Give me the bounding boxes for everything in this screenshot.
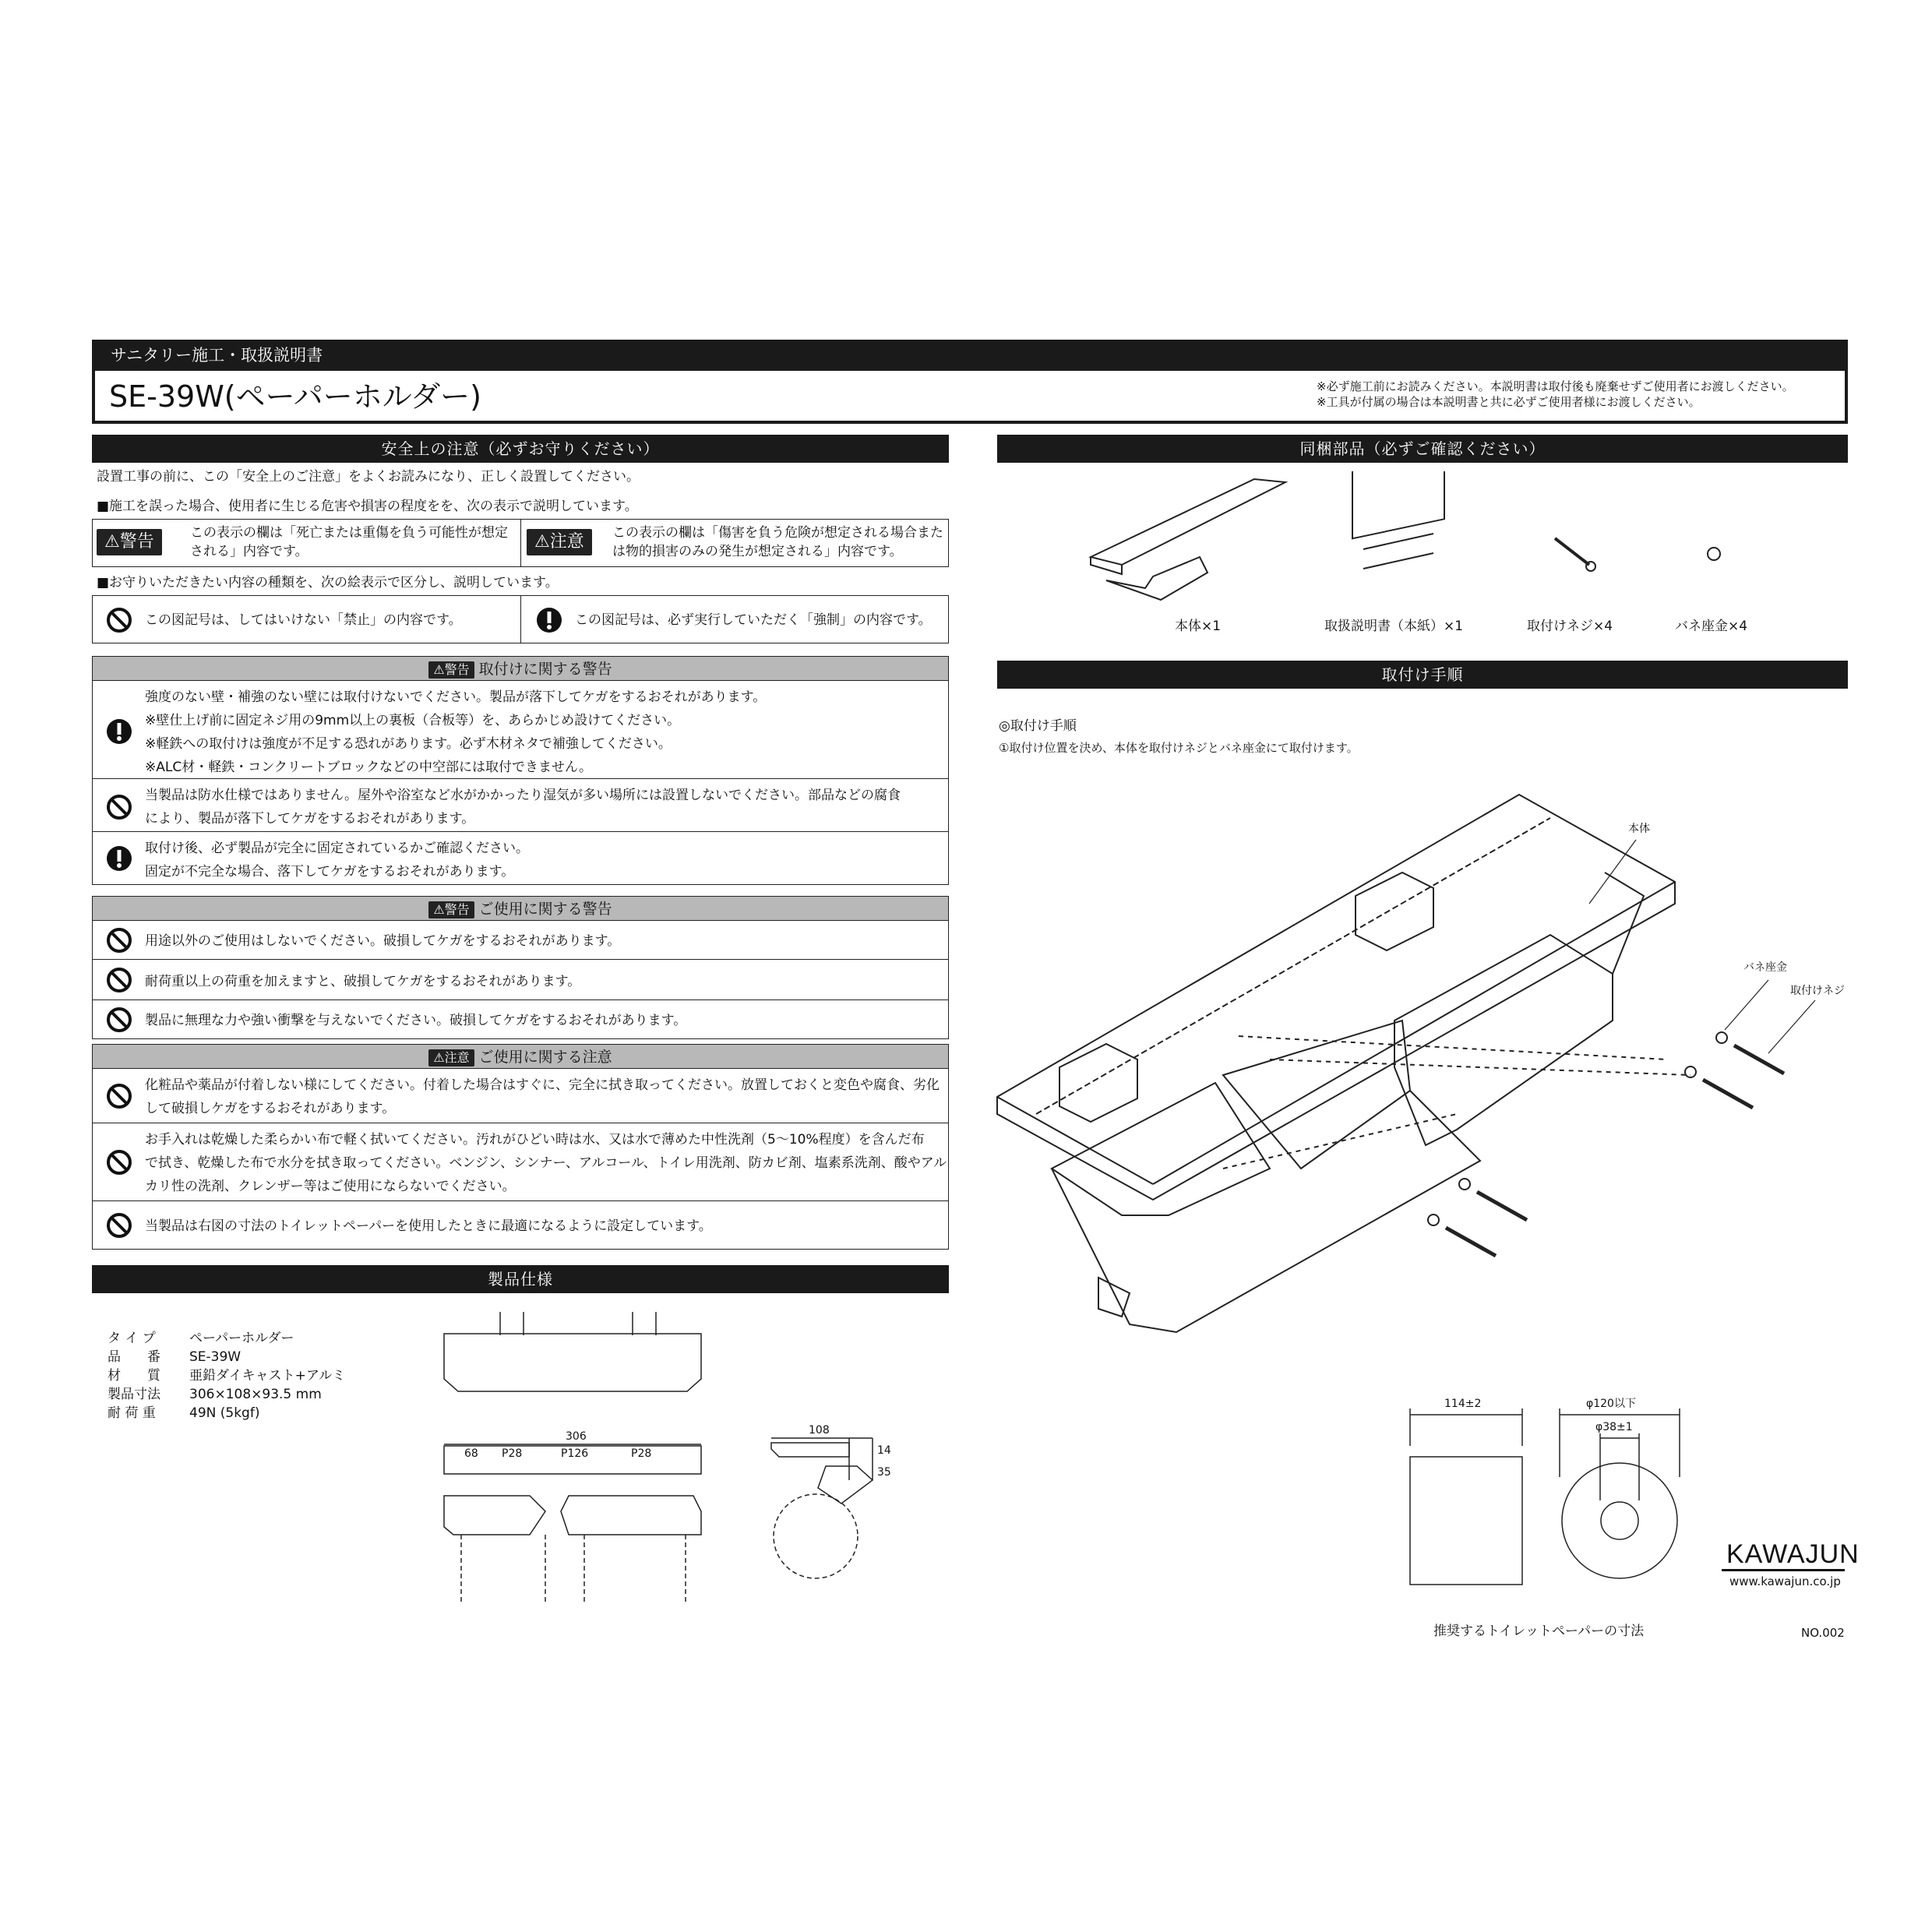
mandatory-icon bbox=[106, 718, 132, 745]
use-caution-2: お手入れは乾燥した柔らかい布で軽く拭いてください。汚れがひどい時は水、又は水で薄めた中性洗剤（5〜10%程度）を含んだ布 で拭き、乾燥した布で水分を拭き取ってください。ベンジン、シンナー、アルコール、トイレ用洗剤、防カビ剤、塩素系洗剤、酸やアル カリ性の洗剤、クレンザー等はご使用にならないでください。 bbox=[145, 1132, 947, 1194]
spec-table bbox=[108, 1329, 345, 1423]
dim-14: 14 bbox=[877, 1444, 891, 1457]
header-note-2: ※工具が付属の場合は本説明書と共に必ずご使用者様にお渡しください。 bbox=[1317, 395, 1701, 409]
prohibit-icon bbox=[106, 607, 132, 633]
spec-row: 材 質 亜鉛ダイキャスト+アルミ bbox=[108, 1368, 346, 1384]
dim-p28a: P28 bbox=[502, 1447, 523, 1460]
parts-title: 同梱部品（必ずご確認ください） bbox=[1299, 439, 1546, 458]
procedure-heading: ◎取付け手順 bbox=[999, 718, 1077, 734]
prohibit-text: この図記号は、してはいけない「禁止」の内容です。 bbox=[145, 612, 462, 628]
mandatory-text: この図記号は、必ず実行していただく「強制」の内容です。 bbox=[575, 612, 932, 628]
brand-logo: KAWAJUN bbox=[1726, 1539, 1860, 1569]
procedure-title-bar bbox=[997, 661, 1848, 689]
warning-badge: ⚠警告 bbox=[97, 529, 162, 555]
spec-title-bar bbox=[92, 1265, 949, 1293]
safety-explain: ■施工を誤った場合、使用者に生じる危害や損害の程度をを、次の表示で説明しています。 bbox=[97, 499, 638, 514]
installation-diagram bbox=[989, 779, 1854, 1371]
mandatory-icon bbox=[536, 607, 562, 633]
use-caution-header bbox=[92, 1044, 949, 1069]
part-screw: 取付けネジ×4 bbox=[1527, 619, 1613, 634]
use-warning-2: 耐荷重以上の荷重を加えますと、破損してケガをするおそれがあります。 bbox=[145, 974, 581, 989]
use-warning-3: 製品に無理な力や強い衝撃を与えないでください。破損してケガをするおそれがあります。 bbox=[145, 1013, 687, 1028]
brand-underline bbox=[1722, 1569, 1845, 1571]
spec-row: タ イ プ ペーパーホルダー bbox=[108, 1331, 294, 1346]
safety-title-bar bbox=[92, 435, 949, 463]
warning-triangle-icon: ⚠ bbox=[104, 532, 120, 552]
paper-outer-diameter: φ120以下 bbox=[1586, 1398, 1636, 1410]
dim-68: 68 bbox=[464, 1447, 478, 1460]
caution-text: この表示の欄は「傷害を負う危険が想定される場合または物的損害のみの発生が想定される」内容です。 bbox=[612, 525, 943, 559]
use-warning-header bbox=[92, 896, 949, 921]
spec-row: 耐 荷 重 49N (5kgf) bbox=[108, 1405, 260, 1421]
dim-total: 306 bbox=[566, 1430, 587, 1443]
paper-core-diameter: φ38±1 bbox=[1595, 1421, 1633, 1433]
doc-type: サニタリー施工・取扱説明書 bbox=[111, 346, 323, 365]
prohibit-icon bbox=[106, 1212, 132, 1239]
caution-triangle-icon: ⚠ bbox=[534, 532, 550, 552]
severity-divider bbox=[520, 519, 521, 567]
use-caution-3: 当製品は右図の寸法のトイレットペーパーを使用したときに最適になるように設定しています。 bbox=[145, 1218, 712, 1234]
spec-row: 品 番 SE-39W bbox=[108, 1349, 242, 1365]
prohibit-icon bbox=[106, 967, 132, 993]
part-body: 本体×1 bbox=[1175, 619, 1222, 634]
brand-url: www.kawajun.co.jp bbox=[1729, 1574, 1841, 1588]
caution-badge: ⚠注意 bbox=[527, 529, 592, 555]
procedure-step-1: ①取付け位置を決め、本体を取付けネジとバネ座金にて取付けます。 bbox=[999, 741, 1359, 755]
install-warning-badge: ⚠警告 bbox=[428, 661, 474, 679]
dim-depth: 108 bbox=[809, 1424, 830, 1437]
use-caution-badge: ⚠注意 bbox=[428, 1049, 474, 1066]
spec-drawing bbox=[436, 1301, 966, 1613]
use-caution-title: ご使用に関する注意 bbox=[478, 1049, 612, 1066]
mandatory-icon bbox=[106, 845, 132, 872]
prohibit-icon bbox=[106, 794, 132, 820]
symbol-divider bbox=[520, 595, 521, 643]
safety-intro: 設置工事の前に、この「安全上のご注意」をよくお読みになり、正しく設置してください。 bbox=[97, 469, 640, 485]
install-warning-3: 取付け後、必ず製品が完全に固定されているかご確認ください。 固定が不完全な場合、落下してケガをするおそれがあります。 bbox=[145, 841, 529, 880]
safety-title: 安全上の注意（必ずお守りください） bbox=[381, 439, 660, 458]
parts-drawing bbox=[1075, 471, 1776, 627]
safety-classify: ■お守りいただきたい内容の種類を、次の絵表示で区分し、説明しています。 bbox=[97, 575, 559, 591]
label-body: 本体 bbox=[1628, 823, 1650, 835]
use-warning-badge: ⚠警告 bbox=[428, 901, 474, 918]
paper-width: 114±2 bbox=[1444, 1398, 1482, 1410]
procedure-title: 取付け手順 bbox=[1381, 665, 1464, 684]
dim-p126: P126 bbox=[561, 1447, 589, 1460]
part-manual: 取扱説明書（本紙）×1 bbox=[1324, 619, 1464, 634]
doc-type-bar bbox=[92, 340, 1848, 371]
install-warning-2: 当製品は防水仕様ではありません。屋外や浴室など水がかかったり湿気が多い場所には設置しないでください。部品などの腐食 により、製品が落下してケガをするおそれがあります。 bbox=[145, 788, 901, 827]
part-washer: バネ座金×4 bbox=[1675, 619, 1748, 634]
install-warning-title: 取付けに関する警告 bbox=[478, 661, 612, 678]
prohibit-icon bbox=[106, 1007, 132, 1033]
prohibit-icon bbox=[106, 927, 132, 954]
dim-p28b: P28 bbox=[631, 1447, 652, 1460]
paper-dimension-drawing bbox=[1402, 1391, 1714, 1625]
document-number: NO.002 bbox=[1801, 1626, 1845, 1640]
page-title: SE-39W(ペーパーホルダー) bbox=[109, 379, 482, 414]
use-warning-title: ご使用に関する警告 bbox=[478, 901, 612, 918]
label-washer: バネ座金 bbox=[1743, 961, 1787, 974]
install-warning-1: 強度のない壁・補強のない壁には取付けないでください。製品が落下してケガをするおそれがあります。 ※壁仕上げ前に固定ネジ用の9mm以上の裏板（合板等）を、あらかじめ設けてください。 ※軽鉄への取付けは強度が不足する恐れがあります。必ず木材ネタで補強してください。 ※ALC材・軽鉄・コンクリートブロックなどの中空部には取付できません。 bbox=[145, 689, 767, 775]
spec-title: 製品仕様 bbox=[488, 1270, 553, 1289]
prohibit-icon bbox=[106, 1149, 132, 1176]
prohibit-icon bbox=[106, 1083, 132, 1109]
dim-35: 35 bbox=[877, 1466, 891, 1479]
label-screw: 取付けネジ bbox=[1790, 985, 1845, 997]
use-warning-1: 用途以外のご使用はしないでください。破損してケガをするおそれがあります。 bbox=[145, 933, 621, 949]
paper-caption: 推奨するトイレットペーパーの寸法 bbox=[1433, 1624, 1645, 1639]
warning-text: この表示の欄は「死亡または重傷を負う可能性が想定される」内容です。 bbox=[190, 525, 508, 559]
spec-row: 製品寸法 306×108×93.5 mm bbox=[108, 1387, 322, 1402]
parts-title-bar bbox=[997, 435, 1848, 463]
use-caution-1: 化粧品や薬品が付着しない様にしてください。付着した場合はすぐに、完全に拭き取ってください。放置しておくと変色や腐食、劣化 して破損しケガをするおそれがあります。 bbox=[145, 1077, 940, 1116]
header-note-1: ※必ず施工前にお読みください。本説明書は取付後も廃棄せずご使用者にお渡しください。 bbox=[1317, 379, 1794, 393]
install-warning-header bbox=[92, 656, 949, 681]
